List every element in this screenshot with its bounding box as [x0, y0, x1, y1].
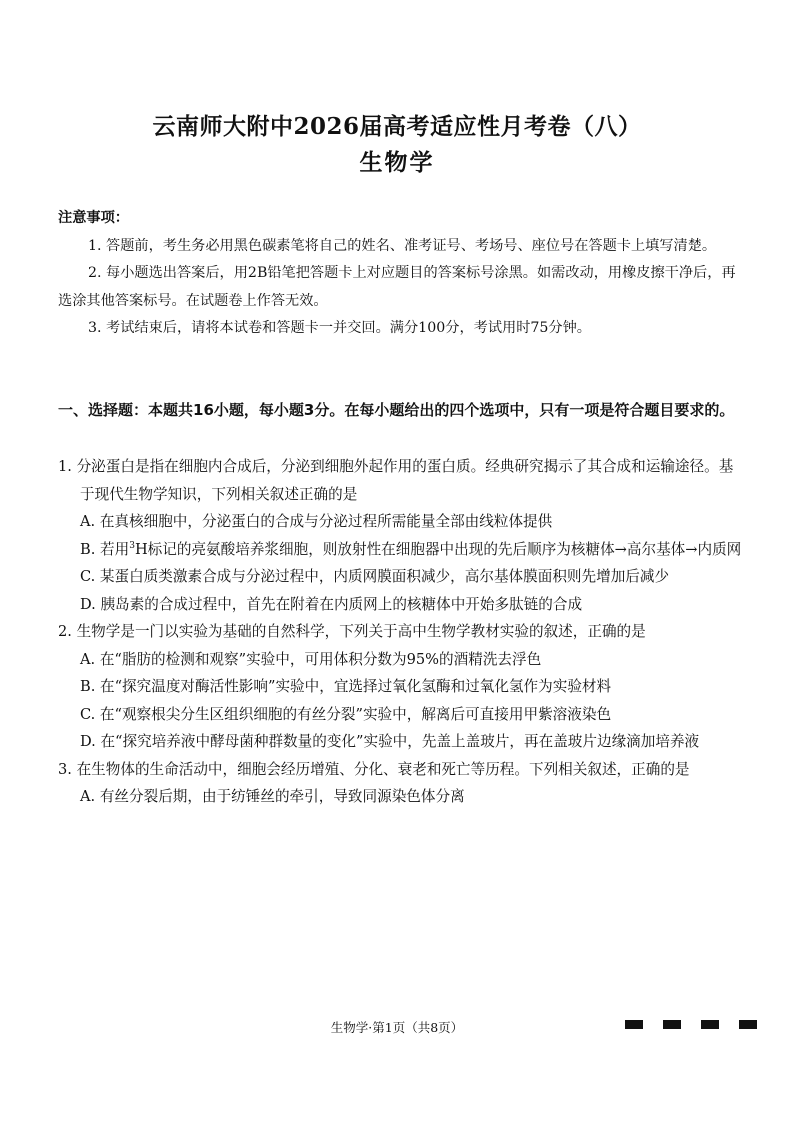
option-b: [58, 536, 744, 564]
notes-heading: 注意事项：: [58, 210, 129, 226]
isotope-superscript: 3: [129, 540, 135, 551]
option-b-pre: B. 若用: [80, 540, 130, 558]
notes-block: [58, 205, 738, 343]
option-d: D. 胰岛素的合成过程中，首先在附着在内质网上的核糖体中开始多肽链的合成: [80, 595, 583, 613]
option-c: C. 某蛋白质类激素合成与分泌过程中，内质网膜面积减少，高尔基体膜面积则先增加后减少: [80, 568, 670, 585]
section-title: 一、选择题：本题共16小题，每小题3分。在每小题给出的四个选项中，只有一项是符合题目要求的。: [58, 401, 735, 419]
option-a: A. 有丝分裂后期，由于纺锤丝的牵引，导致同源染色体分离: [80, 788, 465, 805]
option-d: D. 在“探究培养液中酵母菌种群数量的变化”实验中，先盖上盖玻片，再在盖玻片边缘滴加培养液: [80, 733, 700, 750]
option-a: A. 在真核细胞中，分泌蛋白的合成与分泌过程所需能量全部由线粒体提供: [80, 513, 553, 530]
question-stem: 1. 分泌蛋白是指在细胞内合成后，分泌到细胞外起作用的蛋白质。经典研究揭示了其合成和运输途径。基于现代生物学知识，下列相关叙述正确的是: [58, 458, 734, 503]
note-item-1: 1. 答题前，考生务必用黑色碳素笔将自己的姓名、准考证号、考场号、座位号在答题卡上填写清楚。: [88, 237, 717, 254]
subject-title: 生物学: [359, 149, 435, 176]
option-c: C. 在“观察根尖分生区组织细胞的有丝分裂”实验中，解离后可直接用甲紫溶液染色: [80, 705, 612, 723]
alignment-mark: [625, 1020, 643, 1029]
alignment-mark: [663, 1020, 681, 1029]
page-footer: 生物学·第1页（共8页）: [330, 1020, 464, 1035]
alignment-marks: [625, 1020, 757, 1029]
option-b: B. 在“探究温度对酶活性影响”实验中，宜选择过氧化氢酶和过氧化氢作为实验材料: [80, 678, 612, 695]
questions-list: [58, 453, 744, 811]
question-stem: 3. 在生物体的生命活动中，细胞会经历增殖、分化、衰老和死亡等历程。下列相关叙述，正确的是: [58, 760, 690, 778]
note-item-2: 2. 每小题选出答案后，用2B铅笔把答题卡上对应题目的答案标号涂黑。如需改动，用橡皮擦干净后，再选涂其他答案标号。在试题卷上作答无效。: [58, 265, 736, 309]
exam-title: 云南师大附中2026届高考适应性月考卷（八）: [152, 113, 642, 140]
option-b-post: H标记的亮氨酸培养浆细胞，则放射性在细胞器中出现的先后顺序为核糖体→高尔基体→内质网: [134, 540, 742, 558]
note-item-3: 3. 考试结束后，请将本试卷和答题卡一并交回。满分100分，考试用时75分钟。: [88, 320, 591, 336]
alignment-mark: [739, 1020, 757, 1029]
question-stem: 2. 生物学是一门以实验为基础的自然科学，下列关于高中生物学教材实验的叙述，正确的是: [58, 623, 646, 640]
option-a: A. 在“脂肪的检测和观察”实验中，可用体积分数为95%的酒精洗去浮色: [80, 650, 542, 668]
alignment-mark: [701, 1020, 719, 1029]
